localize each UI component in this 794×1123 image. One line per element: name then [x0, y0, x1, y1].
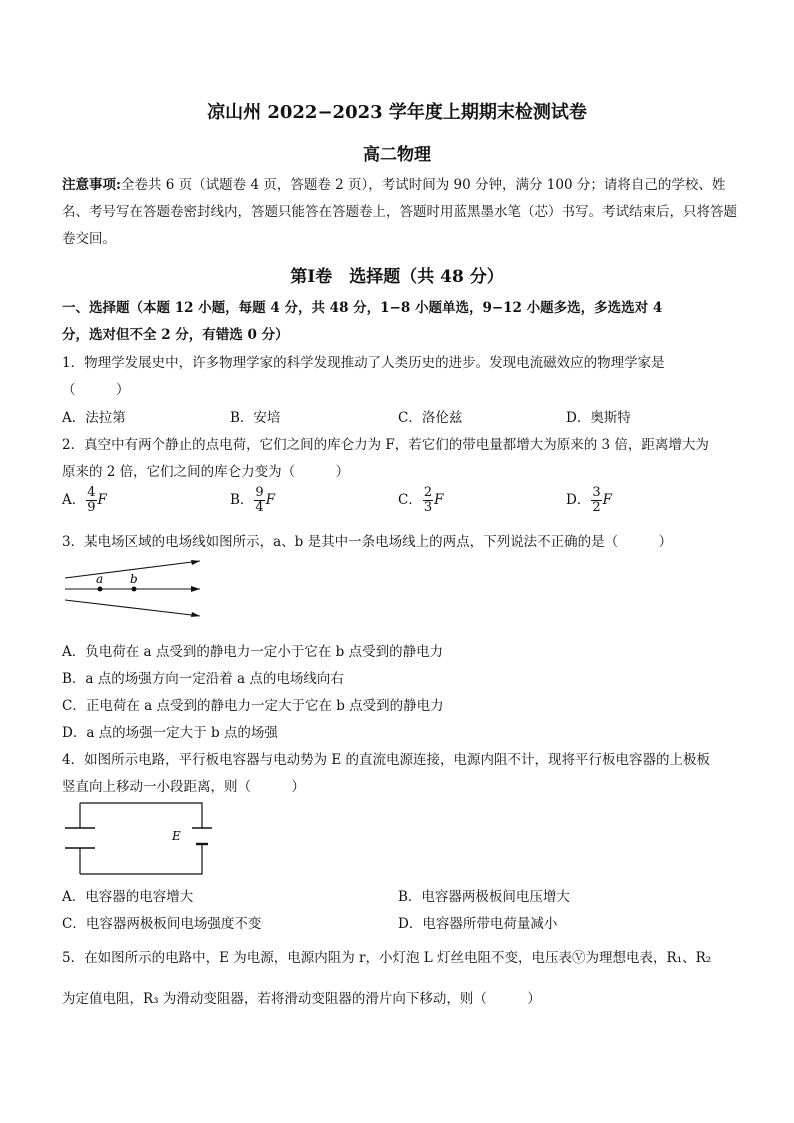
notice-label: 注意事项: [62, 177, 121, 193]
q4-option-c[interactable]: C．电容器两极板间电场强度不变 [62, 916, 262, 932]
page-title: 凉山州 2022−2023 学年度上期期末检测试卷 [207, 102, 587, 123]
q2-options [0, 484, 794, 524]
arrow-icon [191, 586, 200, 592]
q2-stem-line2: 原来的 2 倍，它们之间的库仑力变为（ ） [62, 464, 350, 480]
q2-option-b-fraction [254, 486, 264, 515]
q1-option-d[interactable]: D．奥斯特 [566, 410, 631, 426]
notice-text: 全卷共 6 页（试题卷 4 页，答题卷 2 页），考试时间为 90 分钟，满分 100 分；请将自己的学校、姓名、考号写在答题卷密封线内，答题只能答在答题卷上，答题时用蓝黑墨水笔（芯）书写。考试结束后，只将答题卷交回。 [62, 177, 737, 247]
q4-option-d[interactable]: D．电容器所带电荷量减小 [398, 916, 558, 932]
q1-stem-line2: （ ） [62, 382, 130, 398]
q1-stem-line1: 1．物理学发展史中，许多物理学家的科学发现推动了人类历史的进步。发现电流磁效应的物理学家是 [62, 355, 665, 371]
q4-options-row1 [0, 885, 794, 905]
q3-stem-line1: 3．某电场区域的电场线如图所示，a、b 是其中一条电场线上的两点，下列说法不正确的是（ ） [62, 534, 673, 550]
q2-option-b[interactable] [230, 486, 275, 515]
q2-stem-line1: 2．真空中有两个静止的点电荷，它们之间的库仑力为 F，若它们的带电量都增大为原来的 3 倍，距离增大为 [62, 437, 709, 453]
q2-option-b-var: F [265, 492, 276, 508]
q5-stem-line1: 5．在如图所示的电路中，E 为电源，电源内阻为 r，小灯泡 L 灯丝电阻不变，电压表Ⓥ为理想电表，R₁、R₂ [62, 950, 712, 966]
q4-options-row2 [0, 912, 794, 932]
fraction-numerator: 9 [255, 485, 264, 500]
fraction-denominator: 2 [592, 500, 601, 515]
q3-option-b[interactable]: B．a 点的场强方向一定沿着 a 点的电场线向右 [62, 671, 344, 687]
section-title: 第Ⅰ卷 选择题（共 48 分） [290, 267, 504, 287]
q2-option-d-var: F [602, 492, 612, 508]
q2-option-c-fraction [423, 486, 433, 515]
electric-field-lines-figure [62, 555, 207, 625]
point-b-dot [132, 587, 137, 592]
q1-options [0, 406, 794, 426]
q2-option-c-var: F [434, 492, 444, 508]
q2-option-a-label: A． [62, 492, 86, 508]
q2-option-d[interactable] [566, 486, 612, 515]
fraction-numerator: 2 [423, 485, 433, 500]
field-line-bottom [65, 600, 200, 616]
point-a-dot [98, 587, 103, 592]
capacitor-circuit-figure [62, 798, 212, 878]
q3-option-a[interactable]: A．负电荷在 a 点受到的静电力一定小于它在 b 点受到的静电力 [62, 644, 444, 660]
q2-option-d-fraction [591, 486, 601, 515]
q3-option-d[interactable]: D．a 点的场强一定大于 b 点的场强 [62, 725, 278, 741]
q2-option-a[interactable] [62, 486, 107, 515]
q4-option-b[interactable]: B．电容器两极板间电压增大 [398, 889, 570, 905]
q3-option-c[interactable]: C．正电荷在 a 点受到的静电力一定大于它在 b 点受到的静电力 [62, 698, 444, 714]
fraction-denominator: 9 [87, 500, 96, 515]
q1-option-a[interactable]: A．法拉第 [62, 410, 126, 426]
point-a-label: a [96, 572, 104, 586]
notice [62, 172, 738, 253]
fraction-numerator: 4 [87, 485, 96, 500]
q1-option-c[interactable]: C．洛伦兹 [398, 410, 463, 426]
q1-option-b[interactable]: B．安培 [230, 410, 281, 426]
q4-stem-line2: 竖直向上移动一小段距离，则（ ） [62, 779, 305, 795]
q4-option-a[interactable]: A．电容器的电容增大 [62, 889, 194, 905]
q2-option-d-label: D． [566, 492, 591, 508]
emf-label: E [172, 829, 181, 843]
fraction-denominator: 4 [255, 500, 264, 515]
wire-bottom [80, 844, 202, 874]
section-instructions-line2: 分，选对但不全 2 分，有错选 0 分） [62, 327, 289, 343]
q2-option-c-label: C． [398, 492, 422, 508]
q2-option-a-fraction [86, 486, 96, 515]
q2-option-b-label: B． [230, 492, 254, 508]
q5-stem-line2: 为定值电阻，R₃ 为滑动变阻器，若将滑动变阻器的滑片向下移动，则（ ） [62, 991, 541, 1007]
subject-title: 高二物理 [363, 145, 431, 165]
q2-option-c[interactable] [398, 486, 444, 515]
fraction-numerator: 3 [592, 485, 601, 500]
q4-stem-line1: 4．如图所示电路，平行板电容器与电动势为 E 的直流电源连接，电源内阻不计，现将平行板电容器的上极板 [62, 752, 711, 768]
section-instructions-line1: 一、选择题（本题 12 小题，每题 4 分，共 48 分，1−8 小题单选，9−12 小题多选，多选选对 4 [62, 300, 663, 316]
q2-option-a-var: F [97, 492, 107, 508]
fraction-denominator: 3 [423, 500, 433, 515]
wire-top [80, 803, 202, 828]
point-b-label: b [130, 572, 138, 586]
